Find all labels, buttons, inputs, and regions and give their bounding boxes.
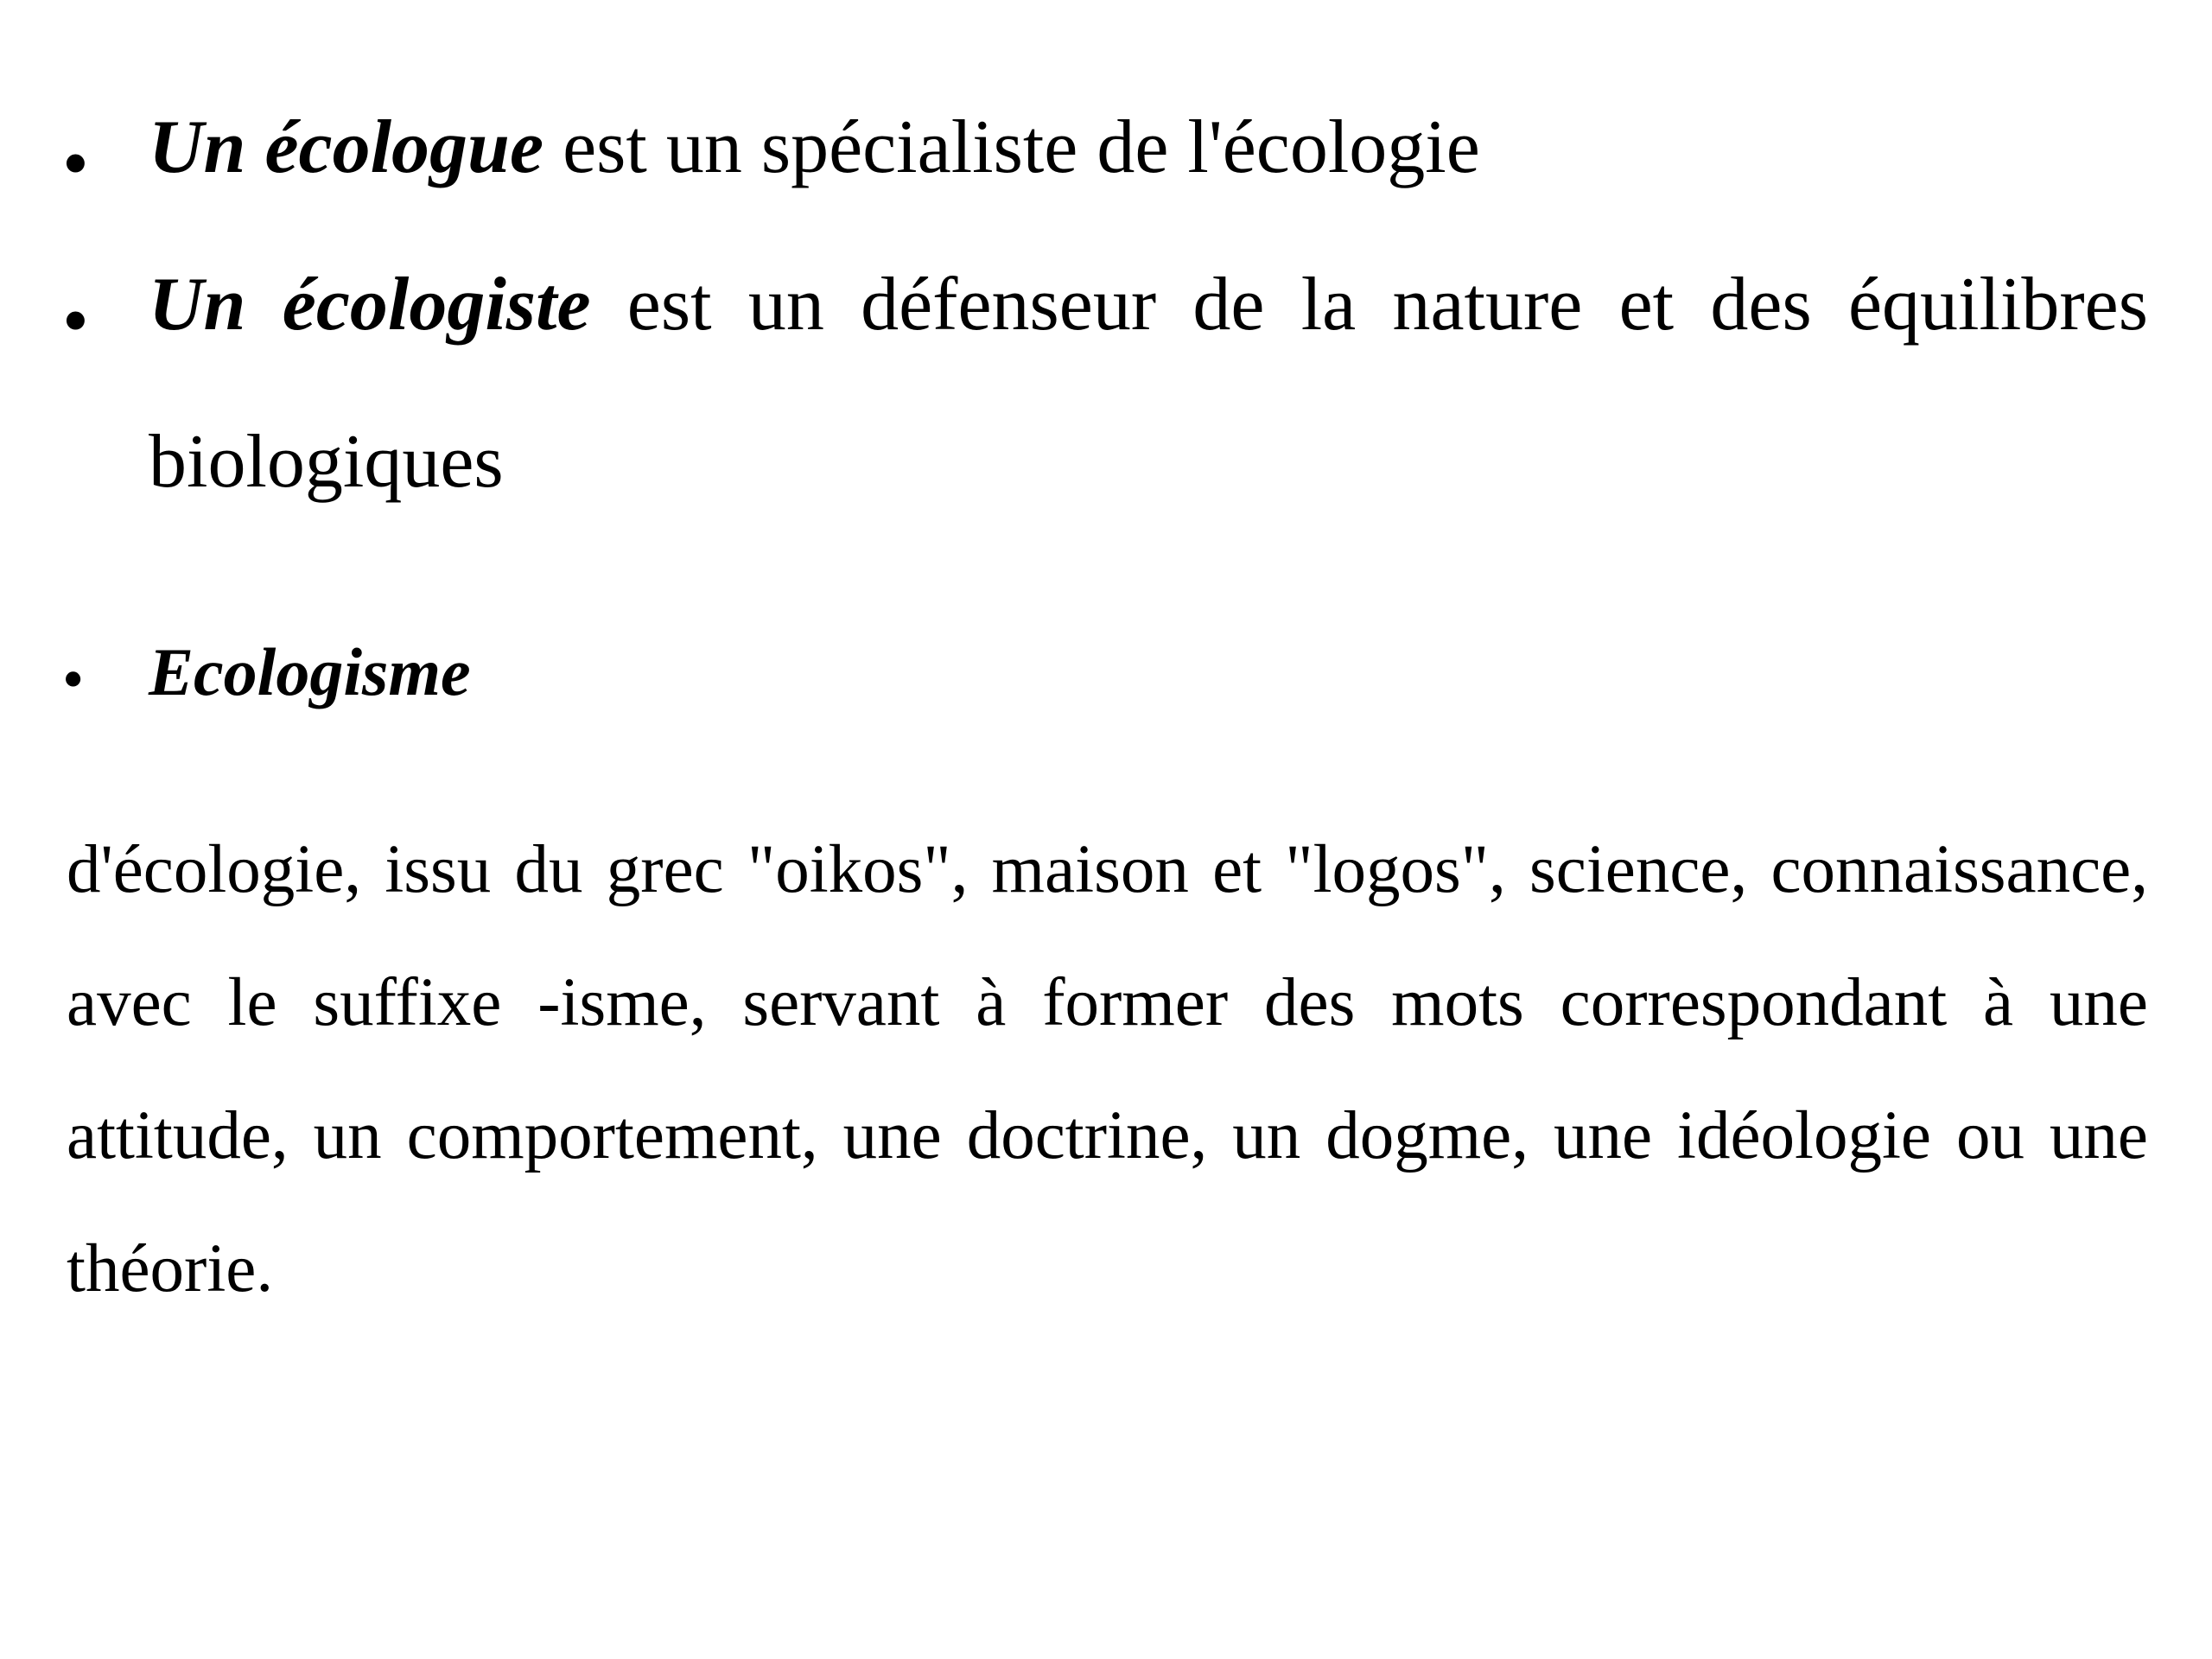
term-ecologue: Un écologue (149, 105, 544, 189)
term-ecologiste: Un écologiste (149, 263, 591, 346)
ecologisme-paragraph: d'écologie, issu du grec "oikos", maison et "logos", science, connaissance, avec le suffixe -isme, servant à former des mots correspondant à une attitude, un comportement, une doctrine, un dogme, une idéologie ou une théorie. (67, 832, 2148, 1306)
bullet-icon: • (62, 645, 85, 714)
bullet-icon: • (62, 122, 89, 206)
bullet-icon: • (62, 279, 89, 363)
term-ecologisme: Ecologisme (149, 634, 471, 709)
definition-text-ecologue: est un spécialiste de l'écologie (543, 105, 1480, 189)
heading-ecologisme (149, 629, 2148, 715)
definition-text-ecologiste: est un défenseur de la nature et des équilibres biologiques (149, 263, 2148, 504)
definition-ecologiste (149, 226, 2148, 541)
definition-ecologue (149, 69, 2148, 226)
